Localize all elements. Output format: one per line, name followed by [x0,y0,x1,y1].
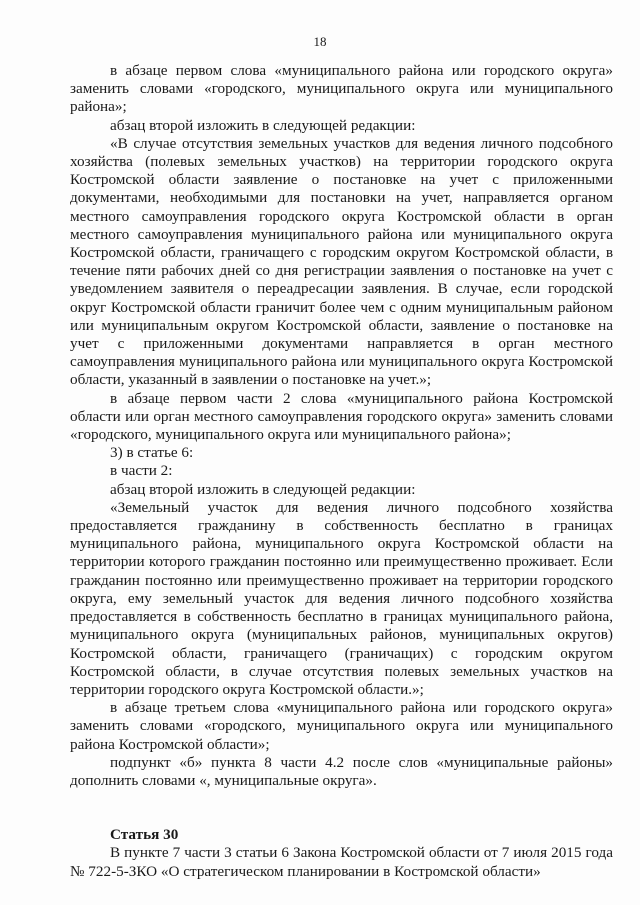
paragraph: в абзаце первом слова «муниципального района или городского округа» заменить словами «городского, муниципального округа или муниципального района»; [70,62,613,116]
paragraph: подпункт «б» пункта 8 части 4.2 после слов «муниципальные районы» дополнить словами «, муниципальные округа». [70,753,613,789]
paragraph: 3) в статье 6: [110,444,194,462]
article-heading: Статья 30 [110,826,179,844]
paragraph: в части 2: [110,462,173,480]
article-text: В пункте 7 части 3 статьи 6 Закона Костромской области от 7 июля 2015 года № 722-5-ЗКО «О стратегическом планировании в Костромской области» [70,844,613,880]
document-body [70,62,613,881]
paragraph: «В случае отсутствия земельных участков для ведения личного подсобного хозяйства (полевых земельных участков) на территории городского округа Костромской области заявление о постановке на учет с приложенными документами, необходимыми для постановки на учет, направляется органом местного самоуправления городского округа Костромской области в орган местного самоуправления муниципального района или муниципального округа Костромской области, граничащего с городским округом Костромской области, в течение пяти рабочих дней со дня регистрации заявления о постановке на учет с уведомлением заявителя о переадресации заявления. В случае, если городской округ Костромской области граничит более чем с одним муниципальным районом или муниципальным округом Костромской области, заявление о постановке на учет с приложенными документами направляется в орган местного самоуправления муниципального района или муниципального округа Костромской области, указанный в заявлении о постановке на учет.»; [70,134,613,389]
paragraph: абзац второй изложить в следующей редакции: [110,116,416,134]
paragraph: в абзаце первом части 2 слова «муниципального района Костромской области или орган местного самоуправления городского округа» заменить словами «городского, муниципального округа или муниципального района»; [70,389,613,444]
paragraph: в абзаце третьем слова «муниципального района или городского округа» заменить словами «городского, муниципального округа или муниципального района Костромской области»; [70,699,613,753]
page-number: 18 [313,34,327,49]
paragraph: «Земельный участок для ведения личного подсобного хозяйства предоставляется гражданину в собственность бесплатно в границах муниципального района, муниципального округа Костромской области на территории которого гражданин постоянно или преимущественно проживает. Если гражданин постоянно или преимущественно проживает на территории городского округа, ему земельный участок для ведения личного подсобного хозяйства предоставляется в собственность бесплатно в границах муниципального района, муниципального округа (муниципальных районов, муниципальных округов) Костромской области, граничащего (граничащих) с городским округом Костромской области, в случае отсутствия полевых земельных участков на территории городского округа Костромской области.»; [70,498,613,698]
paragraph: абзац второй изложить в следующей редакции: [110,480,416,498]
